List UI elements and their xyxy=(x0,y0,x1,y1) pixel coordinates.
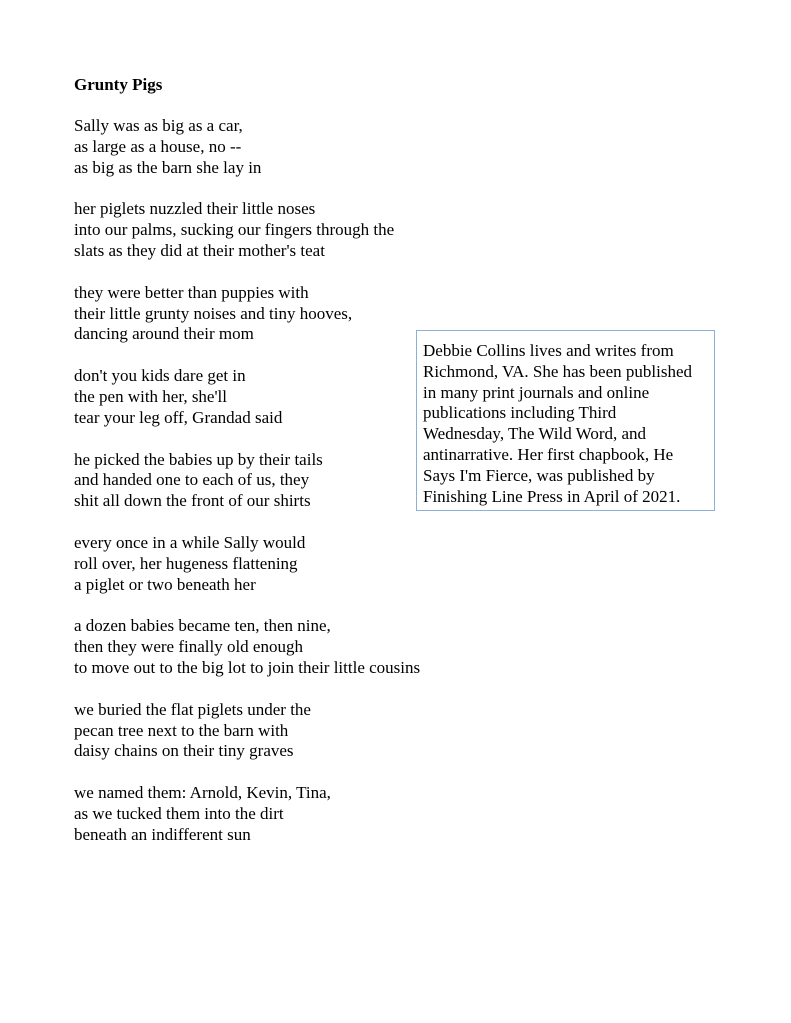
poem-line: tear your leg off, Grandad said xyxy=(74,407,283,427)
poem-line: and handed one to each of us, they xyxy=(74,470,310,490)
poem-line: into our palms, sucking our fingers through the xyxy=(74,220,395,240)
poem-line: he picked the babies up by their tails xyxy=(74,449,323,469)
poem-line: pecan tree next to the barn with xyxy=(74,720,289,740)
poem-line: beneath an indifferent sun xyxy=(74,824,251,844)
poem-line: we buried the flat piglets under the xyxy=(74,699,311,719)
author-bio-box xyxy=(416,330,715,511)
stanza-1 xyxy=(74,116,474,178)
poem-line: then they were finally old enough xyxy=(74,637,303,657)
poem-line: they were better than puppies with xyxy=(74,282,309,302)
poem-line: roll over, her hugeness flattening xyxy=(74,553,298,573)
poem-line: dancing around their mom xyxy=(74,324,254,344)
stanza-3 xyxy=(74,283,474,345)
poem-line: a dozen babies became ten, then nine, xyxy=(74,616,331,636)
poem-line: Sally was as big as a car, xyxy=(74,116,243,135)
poem-line: slats as they did at their mother's teat xyxy=(74,240,325,260)
bio-line: publications including Third xyxy=(423,403,617,423)
poem-line: we named them: Arnold, Kevin, Tina, xyxy=(74,783,331,803)
stanza-2 xyxy=(74,199,474,261)
poem-line: the pen with her, she'll xyxy=(74,386,227,406)
poem-line: as big as the barn she lay in xyxy=(74,157,262,177)
poem-line: as we tucked them into the dirt xyxy=(74,803,284,823)
bio-line: Wednesday, The Wild Word, and xyxy=(423,424,647,444)
poem-line: her piglets nuzzled their little noses xyxy=(74,199,316,219)
bio-line: Richmond, VA. She has been published xyxy=(423,361,692,381)
bio-line: Finishing Line Press in April of 2021. xyxy=(423,486,681,506)
poem-line: to move out to the big lot to join their little cousins xyxy=(74,657,421,677)
stanza-9 xyxy=(74,783,474,845)
poem-line: shit all down the front of our shirts xyxy=(74,491,311,511)
poem-line: don't you kids dare get in xyxy=(74,366,246,386)
poem-line: a piglet or two beneath her xyxy=(74,574,256,594)
poem-line: their little grunty noises and tiny hooves, xyxy=(74,303,353,323)
bio-line: in many print journals and online xyxy=(423,382,650,402)
bio-line: Debbie Collins lives and writes from xyxy=(423,341,674,360)
bio-line: Says I'm Fierce, was published by xyxy=(423,465,655,485)
poem-line: every once in a while Sally would xyxy=(74,532,306,552)
poem-title: Grunty Pigs xyxy=(74,75,163,94)
poem-body xyxy=(74,116,474,867)
stanza-6 xyxy=(74,533,474,595)
bio-line: antinarrative. Her first chapbook, He xyxy=(423,444,674,464)
stanza-4 xyxy=(74,366,474,428)
stanza-5 xyxy=(74,450,474,512)
poem-line: daisy chains on their tiny graves xyxy=(74,741,294,761)
stanza-7 xyxy=(74,616,474,678)
poem-line: as large as a house, no -- xyxy=(74,136,242,156)
stanza-8 xyxy=(74,700,474,762)
